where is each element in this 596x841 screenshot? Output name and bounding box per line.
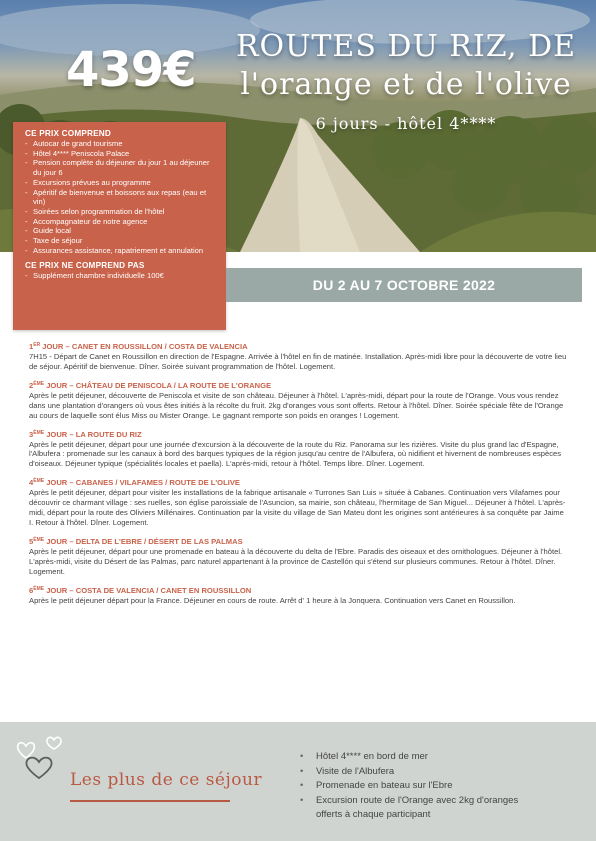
list-item: - Apéritif de bienvenue et boissons aux repas (eau et vin) xyxy=(25,188,216,207)
included-heading: CE PRIX COMPREND xyxy=(25,129,111,138)
day-1 xyxy=(29,340,569,372)
date-text: DU 2 AU 7 OCTOBRE 2022 xyxy=(312,277,496,293)
day-text: Après le petit déjeuner, départ pour visiter les installations de la fabrique artisanale « Turrones San Luis » située à Cabanes. Continuation vers Vilafames pour découvrir ce charmant village : ses ruelles, son église paroissiale de l'Asuncion, sa mairie, son château, l'hermitage de San Miguel... Déjeuner à l'hôtel. L'après-midi, départ pour la route des Oliviers Millénaires. Continuation par la visite du village de San Mateu dont les origines sont antérieures à sa conquête par Jaime I. Retour à l'hôtel. Dîner. Logement. xyxy=(29,488,566,527)
price: 439€ xyxy=(66,42,196,98)
day-text: 7H15 - Départ de Canet en Roussillon en direction de l'Espagne. Arrivée à l'hôtel en fin de matinée. Installation. Après-midi libre pour la découverte de votre lieu de séjour. Apéritif de bienvenue. Dîner. Soirée suivant programmation de l'hôtel. Logement. xyxy=(29,352,567,371)
day-heading: 2ÈME JOUR – CHÂTEAU DE PENISCOLA / LA ROUTE DE L'ORANGE xyxy=(29,380,272,390)
included-list xyxy=(25,139,216,255)
not-included-heading: CE PRIX NE COMPREND PAS xyxy=(25,261,145,271)
list-item: - Autocar de grand tourisme xyxy=(25,139,216,149)
list-item: - Soirées selon programmation de l'hôtel xyxy=(25,207,216,217)
day-4 xyxy=(29,476,569,528)
list-item: • Hôtel 4**** en bord de mer xyxy=(300,750,530,765)
price-includes-box xyxy=(13,122,226,330)
list-item: - Hôtel 4**** Peniscola Palace xyxy=(25,149,216,159)
highlights-title: Les plus de ce séjour xyxy=(70,770,263,790)
date-banner xyxy=(226,268,582,302)
day-text: Après le petit déjeuner, découverte de Peniscola et visite de son château. Déjeuner à l'hôtel. L'après-midi, départ pour la route de l'Orange. Vous vous rendez dans une plantation d'orangers où vous êtes initiés à la récolte du fruit. 2kg d'oranges vous sont offerts. Retour à l'hôtel. Dîner. Soirée spéciale fête de l'Orange au cours de laquelle sont élus Miss ou Mister Orange. Le gagnant remporte son poids en oranges ! Logement. xyxy=(29,390,564,420)
not-included-list xyxy=(25,271,216,281)
day-heading: 5ÈME JOUR – DELTA DE L'EBRE / DÉSERT DE LAS PALMAS xyxy=(29,536,243,546)
day-5 xyxy=(29,535,569,577)
list-item: • Excursion route de l'Orange avec 2kg d'oranges offerts à chaque participant xyxy=(300,794,530,823)
day-text: Après le petit déjeuner départ pour la France. Déjeuner en cours de route. Arrêt d' 1 heure à la Jonquera. Continuation vers Canet en Roussillon. xyxy=(29,595,516,605)
list-item: - Pension complète du déjeuner du jour 1 au déjeuner du jour 6 xyxy=(25,158,216,177)
list-item: - Taxe de séjour xyxy=(25,236,216,246)
list-item: • Promenade en bateau sur l'Ebre xyxy=(300,779,530,794)
list-item: - Guide local xyxy=(25,226,216,236)
day-heading: 4ÈME JOUR – CABANES / VILAFAMES / ROUTE DE L'OLIVE xyxy=(29,478,240,488)
subtitle: 6 jours - hôtel 4**** xyxy=(315,114,497,133)
list-item: - Accompagnateur de notre agence xyxy=(25,217,216,227)
day-3 xyxy=(29,428,569,470)
day-text: Après le petit déjeuner, départ pour une promenade en bateau à la découverte du delta de l'Ebre. Paradis des oiseaux et des ornithologues. Déjeuner à l'hôtel. L'après-midi, visite du Désert de las Palmas, parc naturel appartenant à la province de Castellón qui s'étend sur plusieurs communes. Retour à l'hôtel. Dîner. Logement. xyxy=(29,546,563,576)
list-item: • Visite de l'Albufera xyxy=(300,765,530,780)
day-text: Après le petit déjeuner, départ pour une journée d'excursion à la découverte de la route du Riz. Panorama sur les rizières. Visite du plus grand lac d'Espagne, l'Albufera : promenade sur les canaux à bord des barques typiques de la région jusqu'au centre de l'Albufera, où nidifient et hivernent de nombreuses espèces d'oiseaux. Déjeuner typique (spécialités locales et paella). L'après-midi, retour à l'hôtel. Temps libre. Dîner. Logement. xyxy=(29,439,562,469)
list-item: - Excursions prévues au programme xyxy=(25,178,216,188)
day-6 xyxy=(29,584,569,606)
list-item: - Assurances assistance, rapatriement et annulation xyxy=(25,246,216,256)
day-heading: 3ÈME JOUR – LA ROUTE DU RIZ xyxy=(29,429,142,439)
page-title xyxy=(226,28,586,133)
highlights-list xyxy=(300,750,530,823)
title-line-2: l'orange et de l'olive xyxy=(240,67,572,102)
list-item: - Supplément chambre individuelle 100€ xyxy=(25,271,216,281)
highlights-underline xyxy=(70,800,230,802)
day-heading: 6ÈME JOUR – COSTA DE VALENCIA / CANET EN ROUSSILLON xyxy=(29,585,252,595)
day-heading: 1ER JOUR – CANET EN ROUSSILLON / COSTA DE VALENCIA xyxy=(29,342,248,351)
day-2 xyxy=(29,379,569,421)
itinerary xyxy=(29,340,569,613)
title-line-1: ROUTES DU RIZ, DE xyxy=(235,29,577,64)
